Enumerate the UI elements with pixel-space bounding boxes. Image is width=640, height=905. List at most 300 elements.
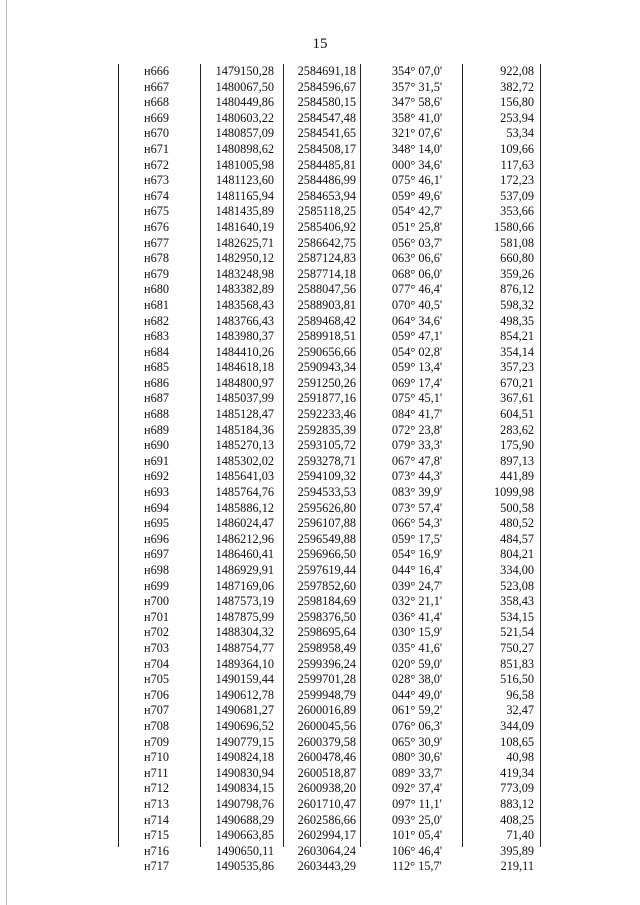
bearing-cell: 097° 11,1' xyxy=(392,796,442,811)
coord-y-cell: 2596549,88 xyxy=(297,531,356,546)
table-row xyxy=(118,844,540,860)
coord-x-cell: 1480857,09 xyxy=(215,126,274,141)
coord-y-cell: 2600478,46 xyxy=(297,750,356,765)
table-row xyxy=(118,735,540,751)
distance-cell: 344,09 xyxy=(500,718,534,733)
coord-x-cell: 1490834,15 xyxy=(215,781,274,796)
distance-cell: 357,23 xyxy=(500,360,534,375)
bearing-cell: 092° 37,4' xyxy=(391,781,443,796)
table-row xyxy=(118,469,540,485)
table-row xyxy=(118,828,540,844)
point-id-cell: н702 xyxy=(144,625,170,640)
table-row xyxy=(118,579,540,595)
coord-y-cell: 2600938,20 xyxy=(297,781,356,796)
coord-x-cell: 1483248,98 xyxy=(215,266,274,281)
distance-cell: 534,15 xyxy=(500,609,534,624)
point-id-cell: н706 xyxy=(144,687,170,702)
bearing-cell: 084° 41,7' xyxy=(391,407,443,422)
bearing-cell: 036° 41,4' xyxy=(391,609,443,624)
point-id-cell: н693 xyxy=(144,485,170,500)
point-id-cell: н669 xyxy=(144,110,170,125)
point-id-cell: н695 xyxy=(144,516,170,531)
table-row xyxy=(118,625,540,641)
bearing-cell: 054° 02,8' xyxy=(391,344,443,359)
distance-cell: 108,65 xyxy=(500,734,534,749)
coord-y-cell: 2597852,60 xyxy=(297,578,356,593)
point-id-cell: н681 xyxy=(144,297,170,312)
point-id-cell: н697 xyxy=(144,547,170,562)
coord-y-cell: 2602994,17 xyxy=(297,828,356,843)
coord-y-cell: 2598376,50 xyxy=(297,609,356,624)
point-id-cell: н691 xyxy=(144,453,170,468)
table-row xyxy=(118,236,540,252)
coord-y-cell: 2596966,50 xyxy=(297,547,356,562)
table-row xyxy=(118,142,540,158)
distance-cell: 897,13 xyxy=(500,453,534,468)
bearing-cell: 056° 03,7' xyxy=(391,235,443,250)
coord-x-cell: 1490798,76 xyxy=(215,796,274,811)
coord-y-cell: 2590656,66 xyxy=(297,344,356,359)
table-row xyxy=(118,813,540,829)
point-id-cell: н667 xyxy=(144,79,170,94)
coord-y-cell: 2588047,56 xyxy=(297,282,356,297)
point-id-cell: н670 xyxy=(144,126,170,141)
table-row xyxy=(118,501,540,517)
bearing-cell: 357° 31,5' xyxy=(391,79,443,94)
coord-y-cell: 2593105,72 xyxy=(297,438,356,453)
table-row xyxy=(118,423,540,439)
point-id-cell: н714 xyxy=(144,812,170,827)
bearing-cell: 020° 59,0' xyxy=(391,656,443,671)
coord-y-cell: 2598184,69 xyxy=(297,594,356,609)
table-row xyxy=(118,532,540,548)
bearing-cell: 051° 25,8' xyxy=(391,219,443,234)
point-id-cell: н709 xyxy=(144,734,170,749)
coord-y-cell: 2592233,46 xyxy=(297,407,356,422)
coord-y-cell: 2599701,28 xyxy=(297,672,356,687)
bearing-cell: 080° 30,6' xyxy=(391,750,443,765)
bearing-cell: 059° 17,5' xyxy=(391,531,443,546)
point-id-cell: н680 xyxy=(144,282,170,297)
distance-cell: 500,58 xyxy=(500,500,534,515)
bearing-cell: 106° 46,4' xyxy=(391,843,443,858)
coord-x-cell: 1485128,47 xyxy=(215,407,274,422)
point-id-cell: н705 xyxy=(144,672,170,687)
table-row xyxy=(118,111,540,127)
bearing-cell: 321° 07,6' xyxy=(391,126,443,141)
coord-y-cell: 2599396,24 xyxy=(297,656,356,671)
coord-x-cell: 1481005,98 xyxy=(215,157,274,172)
point-id-cell: н683 xyxy=(144,329,170,344)
distance-cell: 854,21 xyxy=(500,329,534,344)
coord-y-cell: 2584508,17 xyxy=(297,141,356,156)
distance-cell: 598,32 xyxy=(500,297,534,312)
table-row xyxy=(118,345,540,361)
distance-cell: 283,62 xyxy=(500,422,534,437)
bearing-cell: 035° 41,6' xyxy=(391,640,443,655)
bearing-cell: 112° 15,7' xyxy=(392,859,442,874)
bearing-cell: 354° 07,0' xyxy=(391,64,443,78)
bearing-cell: 075° 46,1' xyxy=(391,173,443,188)
coord-x-cell: 1481435,89 xyxy=(215,204,274,219)
coord-x-cell: 1483766,43 xyxy=(215,313,274,328)
coord-y-cell: 2593278,71 xyxy=(297,453,356,468)
table-row xyxy=(118,703,540,719)
coord-x-cell: 1483382,89 xyxy=(215,282,274,297)
table-row xyxy=(118,750,540,766)
bearing-cell: 077° 46,4' xyxy=(391,282,443,297)
bearing-cell: 059° 47,1' xyxy=(391,329,443,344)
distance-cell: 109,66 xyxy=(500,141,534,156)
coord-x-cell: 1490650,11 xyxy=(216,843,274,858)
table-row xyxy=(118,158,540,174)
bearing-cell: 079° 33,3' xyxy=(391,438,443,453)
distance-cell: 353,66 xyxy=(500,204,534,219)
coord-y-cell: 2594109,32 xyxy=(297,469,356,484)
table-row xyxy=(118,641,540,657)
point-id-cell: н700 xyxy=(144,594,170,609)
distance-cell: 516,50 xyxy=(500,672,534,687)
coord-x-cell: 1486929,91 xyxy=(215,563,274,577)
distance-cell: 537,09 xyxy=(500,188,534,203)
coord-y-cell: 2600518,87 xyxy=(297,765,356,780)
distance-cell: 382,72 xyxy=(500,79,534,94)
coord-x-cell: 1480898,62 xyxy=(215,141,274,156)
bearing-cell: 044° 16,4' xyxy=(391,563,443,577)
coord-x-cell: 1482625,71 xyxy=(215,235,274,250)
coord-x-cell: 1490830,94 xyxy=(215,765,274,780)
table-row xyxy=(118,407,540,423)
point-id-cell: н715 xyxy=(144,828,170,843)
distance-cell: 922,08 xyxy=(500,64,534,78)
distance-cell: 253,94 xyxy=(500,110,534,125)
page-edge-line xyxy=(6,0,7,905)
distance-cell: 117,63 xyxy=(500,157,534,172)
point-id-cell: н679 xyxy=(144,266,170,281)
coord-y-cell: 2591877,16 xyxy=(297,391,356,406)
coord-y-cell: 2596107,88 xyxy=(297,516,356,531)
bearing-cell: 039° 24,7' xyxy=(391,578,443,593)
coord-y-cell: 2594533,53 xyxy=(297,485,356,500)
distance-cell: 219,11 xyxy=(500,859,534,874)
table-row xyxy=(118,360,540,376)
coord-x-cell: 1482950,12 xyxy=(215,251,274,266)
point-id-cell: н688 xyxy=(144,407,170,422)
point-id-cell: н673 xyxy=(144,173,170,188)
coord-x-cell: 1489364,10 xyxy=(215,656,274,671)
distance-cell: 96,58 xyxy=(506,687,534,702)
coord-x-cell: 1485302,02 xyxy=(215,453,274,468)
coord-y-cell: 2591250,26 xyxy=(297,375,356,390)
coord-x-cell: 1485270,13 xyxy=(215,438,274,453)
coord-x-cell: 1485184,36 xyxy=(215,422,274,437)
table-row xyxy=(118,282,540,298)
distance-cell: 334,00 xyxy=(500,563,534,577)
point-id-cell: н666 xyxy=(144,64,170,78)
table-row xyxy=(118,516,540,532)
bearing-cell: 101° 05,4' xyxy=(391,828,443,843)
page-number: 15 xyxy=(312,36,328,52)
point-id-cell: н703 xyxy=(144,640,170,655)
distance-cell: 1099,98 xyxy=(494,485,534,500)
distance-cell: 876,12 xyxy=(500,282,534,297)
coord-x-cell: 1481640,19 xyxy=(215,219,274,234)
coord-x-cell: 1487875,99 xyxy=(215,609,274,624)
table-row xyxy=(118,204,540,220)
distance-cell: 484,57 xyxy=(500,531,534,546)
coord-y-cell: 2603064,24 xyxy=(297,843,356,858)
coord-x-cell: 1490535,86 xyxy=(215,859,274,874)
coord-y-cell: 2587714,18 xyxy=(297,266,356,281)
table-row xyxy=(118,672,540,688)
table-row xyxy=(118,80,540,96)
coord-y-cell: 2601710,47 xyxy=(297,796,356,811)
table-row xyxy=(118,298,540,314)
point-id-cell: н674 xyxy=(144,188,170,203)
coord-x-cell: 1483568,43 xyxy=(215,297,274,312)
coord-x-cell: 1485037,99 xyxy=(215,391,274,406)
table-border-right xyxy=(540,64,541,847)
coord-y-cell: 2584541,65 xyxy=(297,126,356,141)
coord-y-cell: 2598695,64 xyxy=(297,625,356,640)
distance-cell: 156,80 xyxy=(500,95,534,110)
coord-y-cell: 2600016,89 xyxy=(297,703,356,718)
coord-x-cell: 1488304,32 xyxy=(215,625,274,640)
coord-y-cell: 2588903,81 xyxy=(297,297,356,312)
bearing-cell: 073° 44,3' xyxy=(391,469,443,484)
point-id-cell: н685 xyxy=(144,360,170,375)
point-id-cell: н678 xyxy=(144,251,170,266)
coord-y-cell: 2586642,75 xyxy=(297,235,356,250)
coord-y-cell: 2597619,44 xyxy=(297,563,356,577)
point-id-cell: н682 xyxy=(144,313,170,328)
table-row xyxy=(118,766,540,782)
coord-y-cell: 2599948,79 xyxy=(297,687,356,702)
point-id-cell: н716 xyxy=(144,843,170,858)
bearing-cell: 065° 30,9' xyxy=(391,734,443,749)
point-id-cell: н704 xyxy=(144,656,170,671)
coord-y-cell: 2585406,92 xyxy=(297,219,356,234)
coord-x-cell: 1490688,29 xyxy=(215,812,274,827)
bearing-cell: 070° 40,5' xyxy=(391,297,443,312)
coord-y-cell: 2603443,29 xyxy=(297,859,356,874)
coord-x-cell: 1487573,19 xyxy=(215,594,274,609)
table-row xyxy=(118,95,540,111)
table-row xyxy=(118,797,540,813)
table-row xyxy=(118,485,540,501)
point-id-cell: н671 xyxy=(144,141,170,156)
point-id-cell: н677 xyxy=(144,235,170,250)
table-row xyxy=(118,376,540,392)
coord-y-cell: 2598958,49 xyxy=(297,640,356,655)
distance-cell: 408,25 xyxy=(500,812,534,827)
table-row xyxy=(118,251,540,267)
distance-cell: 480,52 xyxy=(500,516,534,531)
bearing-cell: 054° 16,9' xyxy=(391,547,443,562)
coord-x-cell: 1485764,76 xyxy=(215,485,274,500)
distance-cell: 851,83 xyxy=(500,656,534,671)
bearing-cell: 044° 49,0' xyxy=(391,687,443,702)
bearing-cell: 083° 39,9' xyxy=(391,485,443,500)
coord-x-cell: 1480449,86 xyxy=(215,95,274,110)
bearing-cell: 030° 15,9' xyxy=(391,625,443,640)
coord-y-cell: 2600045,56 xyxy=(297,718,356,733)
bearing-cell: 000° 34,6' xyxy=(391,157,443,172)
bearing-cell: 089° 33,7' xyxy=(391,765,443,780)
coord-x-cell: 1490696,52 xyxy=(215,718,274,733)
point-id-cell: н701 xyxy=(144,609,170,624)
table-row xyxy=(118,391,540,407)
coordinates-table xyxy=(118,64,540,875)
distance-cell: 581,08 xyxy=(500,235,534,250)
coord-y-cell: 2600379,58 xyxy=(297,734,356,749)
coord-x-cell: 1487169,06 xyxy=(215,578,274,593)
distance-cell: 419,34 xyxy=(500,765,534,780)
point-id-cell: н675 xyxy=(144,204,170,219)
distance-cell: 498,35 xyxy=(500,313,534,328)
distance-cell: 1580,66 xyxy=(494,219,534,234)
coord-y-cell: 2584485,81 xyxy=(297,157,356,172)
bearing-cell: 067° 47,8' xyxy=(391,453,443,468)
bearing-cell: 063° 06,6' xyxy=(391,251,443,266)
coord-x-cell: 1485641,03 xyxy=(215,469,274,484)
point-id-cell: н689 xyxy=(144,422,170,437)
point-id-cell: н707 xyxy=(144,703,170,718)
coord-x-cell: 1488754,77 xyxy=(215,640,274,655)
distance-cell: 354,14 xyxy=(500,344,534,359)
coord-y-cell: 2595626,80 xyxy=(297,500,356,515)
coord-y-cell: 2602586,66 xyxy=(297,812,356,827)
table-row xyxy=(118,719,540,735)
table-row xyxy=(118,329,540,345)
table-row xyxy=(118,267,540,283)
table-row xyxy=(118,610,540,626)
point-id-cell: н696 xyxy=(144,531,170,546)
bearing-cell: 032° 21,1' xyxy=(391,594,443,609)
bearing-cell: 075° 45,1' xyxy=(391,391,443,406)
coord-x-cell: 1486460,41 xyxy=(215,547,274,562)
point-id-cell: н687 xyxy=(144,391,170,406)
table-row xyxy=(118,454,540,470)
coord-x-cell: 1490612,78 xyxy=(215,687,274,702)
table-row xyxy=(118,64,540,80)
point-id-cell: н698 xyxy=(144,563,170,577)
point-id-cell: н712 xyxy=(144,781,170,796)
point-id-cell: н684 xyxy=(144,344,170,359)
distance-cell: 773,09 xyxy=(500,781,534,796)
coord-x-cell: 1490681,27 xyxy=(215,703,274,718)
distance-cell: 32,47 xyxy=(506,703,534,718)
bearing-cell: 073° 57,4' xyxy=(391,500,443,515)
table-row xyxy=(118,126,540,142)
bearing-cell: 066° 54,3' xyxy=(391,516,443,531)
point-id-cell: н710 xyxy=(144,750,170,765)
coord-y-cell: 2589918,51 xyxy=(297,329,356,344)
coord-x-cell: 1490159,44 xyxy=(215,672,274,687)
distance-cell: 750,27 xyxy=(500,640,534,655)
distance-cell: 359,26 xyxy=(500,266,534,281)
distance-cell: 53,34 xyxy=(506,126,534,141)
table-row xyxy=(118,859,540,875)
bearing-cell: 059° 49,6' xyxy=(391,188,443,203)
coord-x-cell: 1484800,97 xyxy=(215,375,274,390)
table-row xyxy=(118,438,540,454)
coord-y-cell: 2584691,18 xyxy=(297,64,356,78)
coord-x-cell: 1484410,26 xyxy=(215,344,274,359)
coord-y-cell: 2584580,15 xyxy=(297,95,356,110)
bearing-cell: 076° 06,3' xyxy=(391,718,443,733)
point-id-cell: н717 xyxy=(144,859,170,874)
bearing-cell: 054° 42,7' xyxy=(391,204,443,219)
coord-x-cell: 1485886,12 xyxy=(215,500,274,515)
coord-x-cell: 1484618,18 xyxy=(215,360,274,375)
distance-cell: 441,89 xyxy=(500,469,534,484)
bearing-cell: 093° 25,0' xyxy=(391,812,443,827)
bearing-cell: 072° 23,8' xyxy=(391,422,443,437)
coord-y-cell: 2584547,48 xyxy=(297,110,356,125)
bearing-cell: 068° 06,0' xyxy=(391,266,443,281)
coord-y-cell: 2592835,39 xyxy=(297,422,356,437)
distance-cell: 660,80 xyxy=(500,251,534,266)
distance-cell: 670,21 xyxy=(500,375,534,390)
distance-cell: 175,90 xyxy=(500,438,534,453)
coord-x-cell: 1490779,15 xyxy=(215,734,274,749)
table-row xyxy=(118,314,540,330)
point-id-cell: н713 xyxy=(144,796,170,811)
bearing-cell: 347° 58,6' xyxy=(391,95,443,110)
bearing-cell: 069° 17,4' xyxy=(391,375,443,390)
distance-cell: 71,40 xyxy=(506,828,534,843)
point-id-cell: н692 xyxy=(144,469,170,484)
coord-y-cell: 2584486,99 xyxy=(297,173,356,188)
point-id-cell: н711 xyxy=(144,765,169,780)
coord-y-cell: 2584596,67 xyxy=(297,79,356,94)
distance-cell: 604,51 xyxy=(500,407,534,422)
coord-x-cell: 1480067,50 xyxy=(215,79,274,94)
table-row xyxy=(118,781,540,797)
point-id-cell: н694 xyxy=(144,500,170,515)
bearing-cell: 348° 14,0' xyxy=(391,141,443,156)
coord-y-cell: 2589468,42 xyxy=(297,313,356,328)
coord-x-cell: 1481165,94 xyxy=(216,188,274,203)
distance-cell: 883,12 xyxy=(500,796,534,811)
coord-y-cell: 2584653,94 xyxy=(297,188,356,203)
distance-cell: 40,98 xyxy=(506,750,534,765)
coord-x-cell: 1483980,37 xyxy=(215,329,274,344)
table-row xyxy=(118,173,540,189)
coord-y-cell: 2590943,34 xyxy=(297,360,356,375)
coord-x-cell: 1490663,85 xyxy=(215,828,274,843)
distance-cell: 172,23 xyxy=(500,173,534,188)
coord-x-cell: 1486024,47 xyxy=(215,516,274,531)
point-id-cell: н668 xyxy=(144,95,170,110)
table-row xyxy=(118,688,540,704)
bearing-cell: 061° 59,2' xyxy=(391,703,443,718)
bearing-cell: 059° 13,4' xyxy=(391,360,443,375)
coord-x-cell: 1490824,18 xyxy=(215,750,274,765)
point-id-cell: н699 xyxy=(144,578,170,593)
bearing-cell: 064° 34,6' xyxy=(391,313,443,328)
table-row xyxy=(118,563,540,579)
bearing-cell: 358° 41,0' xyxy=(391,110,443,125)
coord-x-cell: 1479150,28 xyxy=(215,64,274,78)
table-row xyxy=(118,189,540,205)
table-row xyxy=(118,657,540,673)
distance-cell: 395,89 xyxy=(500,843,534,858)
table-row xyxy=(118,547,540,563)
distance-cell: 521,54 xyxy=(500,625,534,640)
coord-x-cell: 1481123,60 xyxy=(216,173,274,188)
